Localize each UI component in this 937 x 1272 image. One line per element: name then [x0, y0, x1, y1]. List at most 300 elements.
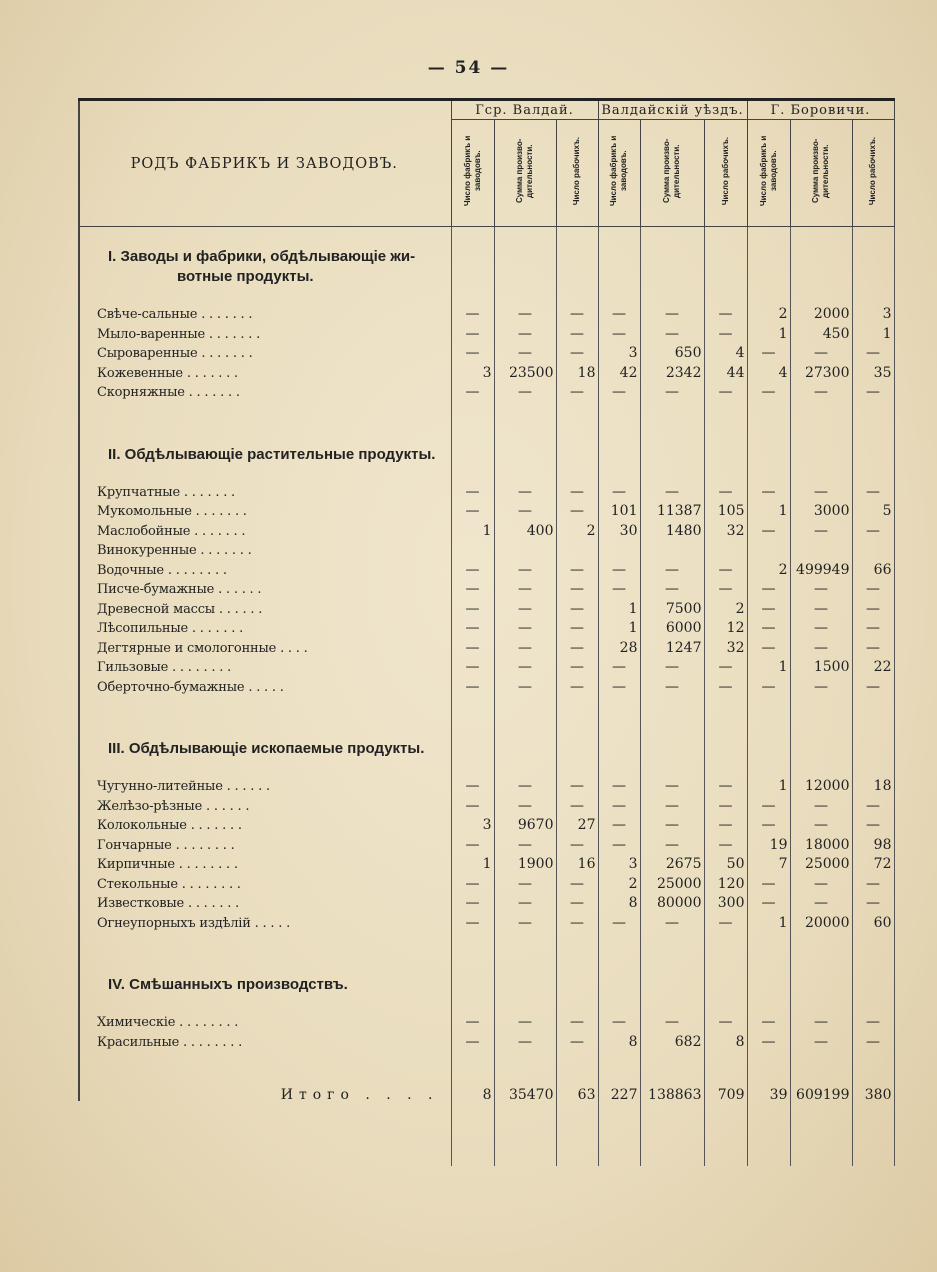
data-cell: — — [494, 483, 556, 503]
data-cell: — — [704, 777, 747, 797]
row-label: Дегтярные и смологонные . . . . — [78, 639, 451, 659]
row-label: Кожевенные . . . . . . . — [78, 364, 451, 384]
table-row — [78, 875, 894, 895]
data-cell: — — [704, 658, 747, 678]
blank-cell — [747, 719, 790, 777]
data-cell: — — [451, 305, 494, 325]
data-cell: 19 — [747, 836, 790, 856]
data-cell: 23500 — [494, 364, 556, 384]
data-cell: — — [556, 561, 598, 581]
data-cell: — — [790, 483, 852, 503]
blank-cell — [852, 1116, 894, 1166]
data-cell: — — [598, 678, 640, 698]
blank-cell — [704, 933, 747, 955]
data-cell: 682 — [640, 1033, 704, 1053]
data-cell: — — [556, 600, 598, 620]
data-cell: — — [598, 836, 640, 856]
data-cell: — — [747, 1013, 790, 1033]
row-label: Чугунно-литейные . . . . . . — [78, 777, 451, 797]
subcolumn-label: Число рабочихъ. — [868, 136, 877, 206]
row-label: Мукомольные . . . . . . . — [78, 502, 451, 522]
data-cell: — — [451, 914, 494, 934]
data-cell: — — [704, 305, 747, 325]
data-cell: 1 — [598, 619, 640, 639]
blank-cell — [704, 697, 747, 719]
data-cell: 8 — [598, 1033, 640, 1053]
blank-cell — [494, 227, 556, 306]
total-cell: 709 — [704, 1074, 747, 1116]
data-cell: 27 — [556, 816, 598, 836]
blank-cell — [494, 933, 556, 955]
data-cell: 4 — [747, 364, 790, 384]
data-cell: — — [747, 678, 790, 698]
data-cell — [556, 541, 598, 561]
data-cell: 27300 — [790, 364, 852, 384]
data-cell: — — [556, 483, 598, 503]
total-cell: 39 — [747, 1074, 790, 1116]
data-cell: — — [451, 600, 494, 620]
subcolumn-label: Число фабрикъ и заводовъ. — [462, 135, 482, 207]
data-cell: 1 — [747, 502, 790, 522]
data-cell: — — [556, 894, 598, 914]
data-cell: — — [640, 816, 704, 836]
row-label: Лѣсопильные . . . . . . . — [78, 619, 451, 639]
row-label: Сыроваренные . . . . . . . — [78, 344, 451, 364]
data-cell: — — [704, 914, 747, 934]
data-cell: 6000 — [640, 619, 704, 639]
table-row — [78, 561, 894, 581]
table-row — [78, 836, 894, 856]
data-cell: — — [451, 894, 494, 914]
subcolumn-header — [494, 120, 556, 227]
blank-cell — [852, 955, 894, 1013]
blank-cell — [747, 1052, 790, 1074]
data-cell: 2 — [704, 600, 747, 620]
blank-cell — [704, 403, 747, 425]
data-cell: 120 — [704, 875, 747, 895]
blank-cell — [852, 933, 894, 955]
row-label: Огнеупорныхъ издѣлій . . . . . — [78, 914, 451, 934]
blank-cell — [747, 425, 790, 483]
column-header-factory-type: РОДЪ ФАБРИКЪ И ЗАВОДОВЪ. — [78, 100, 451, 227]
blank-cell — [598, 227, 640, 306]
total-cell: 138863 — [640, 1074, 704, 1116]
data-cell: — — [451, 619, 494, 639]
data-cell: — — [790, 580, 852, 600]
data-cell: — — [451, 383, 494, 403]
row-label: Маслобойные . . . . . . . — [78, 522, 451, 542]
blank-cell — [556, 955, 598, 1013]
data-cell: — — [747, 875, 790, 895]
data-cell — [598, 541, 640, 561]
data-cell: — — [556, 619, 598, 639]
blank-cell — [852, 719, 894, 777]
blank-cell — [598, 719, 640, 777]
page-number: — 54 — — [427, 58, 510, 78]
data-cell: — — [790, 797, 852, 817]
blank-cell — [747, 955, 790, 1013]
data-cell: 1 — [451, 522, 494, 542]
data-cell: 650 — [640, 344, 704, 364]
data-cell: 8 — [704, 1033, 747, 1053]
data-cell: — — [598, 580, 640, 600]
blank-cell — [790, 697, 852, 719]
data-cell: 3 — [451, 816, 494, 836]
blank-cell — [494, 1052, 556, 1074]
row-label: Водочные . . . . . . . . — [78, 561, 451, 581]
blank-cell — [598, 955, 640, 1013]
blank-cell — [494, 719, 556, 777]
data-cell: — — [556, 502, 598, 522]
table-row — [78, 894, 894, 914]
data-cell: — — [494, 914, 556, 934]
data-cell: 30 — [598, 522, 640, 542]
blank-cell — [852, 697, 894, 719]
data-cell: 8 — [598, 894, 640, 914]
data-cell: — — [451, 836, 494, 856]
data-cell: — — [494, 658, 556, 678]
table-row — [78, 1033, 894, 1053]
subcolumn-label: Число фабрикъ и заводовъ. — [758, 135, 778, 207]
data-cell: 20000 — [790, 914, 852, 934]
blank-cell — [640, 1116, 704, 1166]
data-cell: — — [451, 639, 494, 659]
blank-cell — [494, 697, 556, 719]
subcolumn-header — [640, 120, 704, 227]
blank-cell — [747, 227, 790, 306]
data-cell: — — [704, 1013, 747, 1033]
table-row — [78, 639, 894, 659]
data-cell: 50 — [704, 855, 747, 875]
blank-cell — [747, 697, 790, 719]
data-cell: — — [556, 639, 598, 659]
blank-cell — [556, 719, 598, 777]
data-cell: — — [852, 344, 894, 364]
data-cell: — — [852, 522, 894, 542]
data-cell: 3 — [598, 344, 640, 364]
blank-cell — [451, 1052, 494, 1074]
data-cell: 1 — [747, 325, 790, 345]
blank-cell — [704, 425, 747, 483]
data-cell: — — [451, 875, 494, 895]
data-cell: — — [640, 1013, 704, 1033]
data-cell: — — [852, 816, 894, 836]
data-cell: — — [747, 894, 790, 914]
data-cell: — — [556, 305, 598, 325]
section-title-line1: II. Обдѣлывающіе растительные продукты. — [108, 445, 436, 463]
blank-cell — [852, 1052, 894, 1074]
blank-cell — [78, 697, 451, 719]
blank-cell — [598, 403, 640, 425]
blank-cell — [556, 933, 598, 955]
section-header-row — [78, 425, 894, 483]
data-cell: — — [852, 678, 894, 698]
data-cell: — — [747, 522, 790, 542]
data-cell: 25000 — [640, 875, 704, 895]
data-cell: — — [640, 797, 704, 817]
data-cell: 2 — [556, 522, 598, 542]
data-cell: — — [790, 816, 852, 836]
data-cell: — — [494, 561, 556, 581]
data-cell: 9670 — [494, 816, 556, 836]
blank-cell — [790, 403, 852, 425]
data-cell: 7 — [747, 855, 790, 875]
data-cell: — — [747, 797, 790, 817]
data-cell: — — [556, 678, 598, 698]
data-cell: — — [494, 383, 556, 403]
data-cell: — — [556, 914, 598, 934]
blank-cell — [451, 719, 494, 777]
data-cell: 450 — [790, 325, 852, 345]
data-cell: — — [704, 836, 747, 856]
data-cell: — — [556, 797, 598, 817]
data-cell: 2342 — [640, 364, 704, 384]
data-cell: — — [451, 561, 494, 581]
data-cell: — — [494, 619, 556, 639]
data-cell: 1500 — [790, 658, 852, 678]
table-row — [78, 364, 894, 384]
data-cell: 3 — [451, 364, 494, 384]
data-cell: 5 — [852, 502, 894, 522]
data-cell: — — [556, 383, 598, 403]
data-cell: — — [494, 344, 556, 364]
blank-cell — [598, 697, 640, 719]
blank-cell — [640, 1052, 704, 1074]
blank-cell — [704, 719, 747, 777]
data-cell — [852, 541, 894, 561]
data-cell: 1900 — [494, 855, 556, 875]
data-cell: — — [494, 600, 556, 620]
data-cell: — — [640, 483, 704, 503]
data-cell: 72 — [852, 855, 894, 875]
blank-cell — [78, 1116, 451, 1166]
data-cell: — — [704, 580, 747, 600]
data-cell: — — [451, 483, 494, 503]
data-cell: — — [556, 658, 598, 678]
data-cell: — — [598, 797, 640, 817]
table-row — [78, 914, 894, 934]
section-title — [78, 425, 451, 483]
blank-cell — [790, 955, 852, 1013]
data-cell: — — [598, 483, 640, 503]
data-cell: — — [451, 502, 494, 522]
data-cell: — — [451, 797, 494, 817]
data-cell: 32 — [704, 522, 747, 542]
table-row — [78, 344, 894, 364]
row-label: Гончарные . . . . . . . . — [78, 836, 451, 856]
blank-cell — [704, 1052, 747, 1074]
data-cell: — — [556, 325, 598, 345]
section-title — [78, 955, 451, 1013]
table-row — [78, 541, 894, 561]
row-label: Древесной массы . . . . . . — [78, 600, 451, 620]
subcolumn-header — [790, 120, 852, 227]
blank-cell — [78, 403, 451, 425]
data-cell: — — [790, 639, 852, 659]
table-row — [78, 1013, 894, 1033]
table-row — [78, 678, 894, 698]
data-cell: — — [598, 658, 640, 678]
row-label: Химическіе . . . . . . . . — [78, 1013, 451, 1033]
data-cell: — — [494, 875, 556, 895]
data-cell: 66 — [852, 561, 894, 581]
subcolumn-header — [704, 120, 747, 227]
blank-cell — [451, 933, 494, 955]
blank-cell — [852, 425, 894, 483]
data-cell: — — [704, 483, 747, 503]
data-cell: — — [704, 816, 747, 836]
data-cell: 80000 — [640, 894, 704, 914]
total-cell: 8 — [451, 1074, 494, 1116]
blank-cell — [790, 719, 852, 777]
data-cell: — — [640, 658, 704, 678]
row-label: Крупчатные . . . . . . . — [78, 483, 451, 503]
subcolumn-header — [747, 120, 790, 227]
data-cell: 2675 — [640, 855, 704, 875]
subcolumn-label: Число рабочихъ. — [572, 136, 581, 206]
data-cell: 101 — [598, 502, 640, 522]
blank-cell — [790, 1052, 852, 1074]
table-row — [78, 600, 894, 620]
data-cell: — — [790, 600, 852, 620]
data-cell: — — [852, 580, 894, 600]
subcolumn-label: Число фабрикъ и заводовъ. — [609, 135, 628, 207]
blank-cell — [494, 425, 556, 483]
blank-cell — [640, 403, 704, 425]
data-cell: — — [747, 344, 790, 364]
data-cell: — — [790, 344, 852, 364]
group-header: Гср. Валдай. — [451, 100, 598, 120]
data-cell: — — [747, 483, 790, 503]
data-cell: — — [598, 816, 640, 836]
data-cell: — — [704, 383, 747, 403]
data-cell: — — [598, 777, 640, 797]
data-cell: — — [747, 580, 790, 600]
data-cell: — — [598, 1013, 640, 1033]
data-cell: 22 — [852, 658, 894, 678]
data-cell: — — [640, 305, 704, 325]
blank-cell — [556, 1052, 598, 1074]
row-label: Желѣзо-рѣзные . . . . . . — [78, 797, 451, 817]
data-cell: 400 — [494, 522, 556, 542]
blank-cell — [852, 227, 894, 306]
data-cell: — — [494, 777, 556, 797]
data-cell: — — [640, 777, 704, 797]
data-cell — [494, 541, 556, 561]
data-cell: 12 — [704, 619, 747, 639]
data-cell: — — [704, 561, 747, 581]
data-cell: — — [451, 1033, 494, 1053]
data-cell: — — [640, 678, 704, 698]
data-cell: 60 — [852, 914, 894, 934]
blank-cell — [640, 425, 704, 483]
row-label: Свѣче-сальные . . . . . . . — [78, 305, 451, 325]
blank-cell — [704, 1116, 747, 1166]
data-cell: — — [640, 383, 704, 403]
data-cell: — — [640, 914, 704, 934]
data-cell: — — [494, 502, 556, 522]
blank-cell — [640, 955, 704, 1013]
subcolumn-header — [852, 120, 894, 227]
data-cell: 98 — [852, 836, 894, 856]
section-header-row — [78, 227, 894, 306]
data-cell: — — [852, 797, 894, 817]
row-label: Стекольные . . . . . . . . — [78, 875, 451, 895]
data-cell: 1 — [747, 914, 790, 934]
row-label: Красильные . . . . . . . . — [78, 1033, 451, 1053]
group-header: Валдайскій уѣздъ. — [598, 100, 747, 120]
data-cell: — — [640, 561, 704, 581]
spacer-row — [78, 1052, 894, 1074]
data-cell: — — [451, 325, 494, 345]
data-cell: 7500 — [640, 600, 704, 620]
row-label: Писче-бумажные . . . . . . — [78, 580, 451, 600]
data-cell: — — [852, 1033, 894, 1053]
data-cell: 28 — [598, 639, 640, 659]
data-cell: — — [451, 658, 494, 678]
blank-cell — [78, 1052, 451, 1074]
subcolumn-header — [451, 120, 494, 227]
data-cell: 18 — [852, 777, 894, 797]
data-cell: — — [451, 344, 494, 364]
total-row — [78, 1074, 894, 1116]
table-row — [78, 658, 894, 678]
data-cell: 105 — [704, 502, 747, 522]
table-row — [78, 483, 894, 503]
table-row — [78, 619, 894, 639]
data-cell: 3 — [598, 855, 640, 875]
data-cell: — — [640, 836, 704, 856]
table-row — [78, 777, 894, 797]
total-label: Итого . . . . — [78, 1074, 451, 1116]
total-cell: 609199 — [790, 1074, 852, 1116]
table-row — [78, 305, 894, 325]
data-cell: — — [852, 1013, 894, 1033]
section-header-row — [78, 719, 894, 777]
data-cell: 35 — [852, 364, 894, 384]
table-row — [78, 797, 894, 817]
data-cell: 300 — [704, 894, 747, 914]
data-cell: 2000 — [790, 305, 852, 325]
blank-cell — [556, 425, 598, 483]
data-cell: — — [494, 325, 556, 345]
data-cell: — — [852, 383, 894, 403]
data-cell: — — [598, 325, 640, 345]
table-row — [78, 855, 894, 875]
blank-cell — [790, 425, 852, 483]
blank-cell — [451, 403, 494, 425]
data-cell: — — [494, 678, 556, 698]
blank-cell — [78, 933, 451, 955]
blank-cell — [494, 955, 556, 1013]
data-cell: — — [598, 305, 640, 325]
blank-cell — [494, 403, 556, 425]
data-cell: — — [790, 522, 852, 542]
data-cell: 3 — [852, 305, 894, 325]
data-cell: — — [494, 305, 556, 325]
data-cell: — — [747, 600, 790, 620]
data-cell: 4 — [704, 344, 747, 364]
data-cell: — — [704, 678, 747, 698]
data-cell: — — [494, 580, 556, 600]
blank-cell — [704, 227, 747, 306]
section-title-line2: вотные продукты. — [176, 268, 314, 285]
row-label: Гильзовые . . . . . . . . — [78, 658, 451, 678]
data-cell: — — [494, 1033, 556, 1053]
data-cell: — — [790, 678, 852, 698]
section-title — [78, 227, 451, 306]
section-title-line1: III. Обдѣлывающіе ископаемые продукты. — [108, 740, 425, 757]
